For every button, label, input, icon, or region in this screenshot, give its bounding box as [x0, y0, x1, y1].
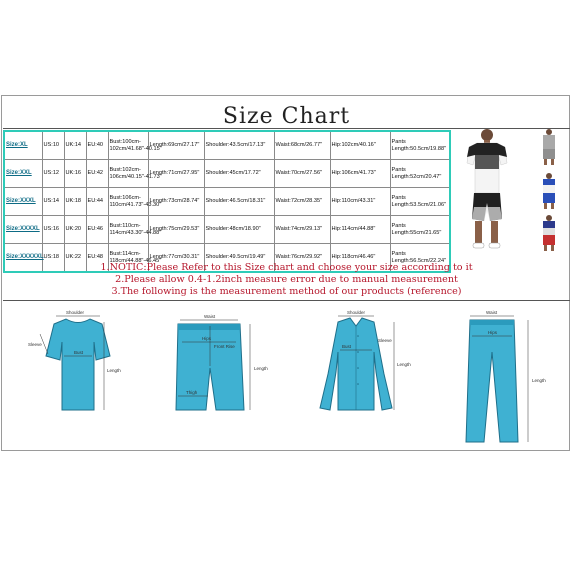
size-cell-hip: Hip:106cm/41.73" — [330, 160, 390, 188]
size-cell-pants: Pants Length:52cm/20.47" — [390, 160, 450, 188]
table-row — [4, 131, 450, 160]
size-cell-pants: Pants Length:56.5cm/22.24" — [390, 244, 450, 273]
shirt-shoulder-label: Shoulder — [347, 310, 366, 315]
product-model-image — [455, 123, 569, 258]
shorts-front-rise-label: Front Rise — [214, 344, 235, 349]
size-cell-waist: Waist:74cm/29.13" — [274, 216, 330, 244]
size-cell-bust: Bust:106cm-110cm/41.73"-43.30" — [108, 188, 148, 216]
size-cell-shoulder: Shoulder:43.5cm/17.13" — [204, 131, 274, 160]
note-1: 1.NOTIC:Please Refer to this Size chart and choose your size according to it — [100, 262, 473, 273]
size-cell-size: Size:XXXXXL — [4, 244, 42, 273]
color-variant-blue — [543, 173, 555, 209]
size-cell-uk: UK:22 — [64, 244, 86, 273]
size-cell-uk: UK:20 — [64, 216, 86, 244]
size-cell-eu: EU:48 — [86, 244, 108, 273]
size-cell-waist: Waist:68cm/26.77" — [274, 131, 330, 160]
size-cell-waist: Waist:70cm/27.56" — [274, 160, 330, 188]
size-cell-shoulder: Shoulder:49.5cm/19.49" — [204, 244, 274, 273]
size-cell-waist: Waist:72cm/28.35" — [274, 188, 330, 216]
shirt-bust-label: Bust — [342, 344, 352, 349]
size-cell-length: Length:69cm/27.17" — [148, 131, 204, 160]
size-cell-us: US:14 — [42, 188, 64, 216]
size-cell-shoulder: Shoulder:48cm/18.90" — [204, 216, 274, 244]
table-row — [4, 216, 450, 244]
size-cell-bust: Bust:100cm-102cm/41.68"-40.15" — [108, 131, 148, 160]
shorts-diagram — [172, 312, 292, 417]
color-variant-gray — [543, 129, 555, 165]
shorts-hips-label: Hips — [202, 336, 212, 341]
shorts-thigh-label: Thigh — [186, 390, 198, 395]
size-cell-us: US:12 — [42, 160, 64, 188]
size-cell-length: Length:77cm/30.31" — [148, 244, 204, 273]
page-title: Size Chart — [222, 104, 351, 129]
table-row — [4, 160, 450, 188]
size-cell-waist: Waist:76cm/29.92" — [274, 244, 330, 273]
note-3: 3.The following is the measurement method of our products (reference) — [111, 286, 462, 298]
shirt-length-label: Length — [397, 362, 411, 367]
shorts-length-label: Length — [254, 366, 268, 371]
note-2: 2.Please allow 0.4-1.2inch measure error due to manual measurement — [115, 274, 458, 286]
shirt-diagram — [318, 312, 418, 417]
size-cell-size: Size:XL — [4, 131, 42, 160]
shirt-sleeve-label: Sleeve — [378, 338, 392, 343]
size-cell-uk: UK:14 — [64, 131, 86, 160]
tshirt-bust-label: Bust — [74, 350, 84, 355]
size-cell-pants: Pants Length:53.5cm/21.06" — [390, 188, 450, 216]
size-cell-eu: EU:42 — [86, 160, 108, 188]
size-cell-size: Size:XXL — [4, 160, 42, 188]
size-cell-length: Length:73cm/28.74" — [148, 188, 204, 216]
tshirt-diagram — [26, 312, 136, 417]
size-cell-hip: Hip:114cm/44.88" — [330, 216, 390, 244]
size-cell-bust: Bust:114cm-118cm/44.88"-46.45" — [108, 244, 148, 273]
size-cell-us: US:18 — [42, 244, 64, 273]
size-cell-hip: Hip:118cm/46.46" — [330, 244, 390, 273]
color-variant-navy — [543, 215, 555, 251]
size-cell-uk: UK:18 — [64, 188, 86, 216]
size-cell-shoulder: Shoulder:46.5cm/18.31" — [204, 188, 274, 216]
size-cell-us: US:10 — [42, 131, 64, 160]
table-row — [4, 188, 450, 216]
size-cell-eu: EU:46 — [86, 216, 108, 244]
pants-diagram — [458, 312, 558, 447]
size-table — [3, 130, 451, 273]
notes — [0, 262, 573, 299]
size-cell-us: US:16 — [42, 216, 64, 244]
size-cell-length: Length:75cm/29.53" — [148, 216, 204, 244]
shorts-waist-label: Waist — [204, 314, 216, 319]
section-divider — [3, 300, 570, 301]
model-figure — [467, 129, 507, 248]
tshirt-sleeve-label: Sleeve — [28, 342, 42, 347]
size-cell-bust: Bust:102cm-106cm/40.15"-41.73" — [108, 160, 148, 188]
size-cell-uk: UK:16 — [64, 160, 86, 188]
size-cell-bust: Bust:110cm-114cm/43.30"-44.88" — [108, 216, 148, 244]
size-cell-pants: Pants Length:50.5cm/19.88" — [390, 131, 450, 160]
pants-length-label: Length — [532, 378, 546, 383]
size-cell-size: Size:XXXXL — [4, 216, 42, 244]
pants-waist-label: Waist — [486, 310, 498, 315]
size-cell-size: Size:XXXL — [4, 188, 42, 216]
size-cell-hip: Hip:110cm/43.31" — [330, 188, 390, 216]
size-cell-hip: Hip:102cm/40.16" — [330, 131, 390, 160]
size-cell-pants: Pants Length:55cm/21.65" — [390, 216, 450, 244]
pants-hips-label: Hips — [488, 330, 498, 335]
size-cell-eu: EU:40 — [86, 131, 108, 160]
tshirt-length-label: Length — [107, 368, 121, 373]
tshirt-shoulder-label: Shoulder — [66, 310, 85, 315]
size-cell-eu: EU:44 — [86, 188, 108, 216]
size-cell-length: Length:71cm/27.95" — [148, 160, 204, 188]
size-cell-shoulder: Shoulder:45cm/17.72" — [204, 160, 274, 188]
